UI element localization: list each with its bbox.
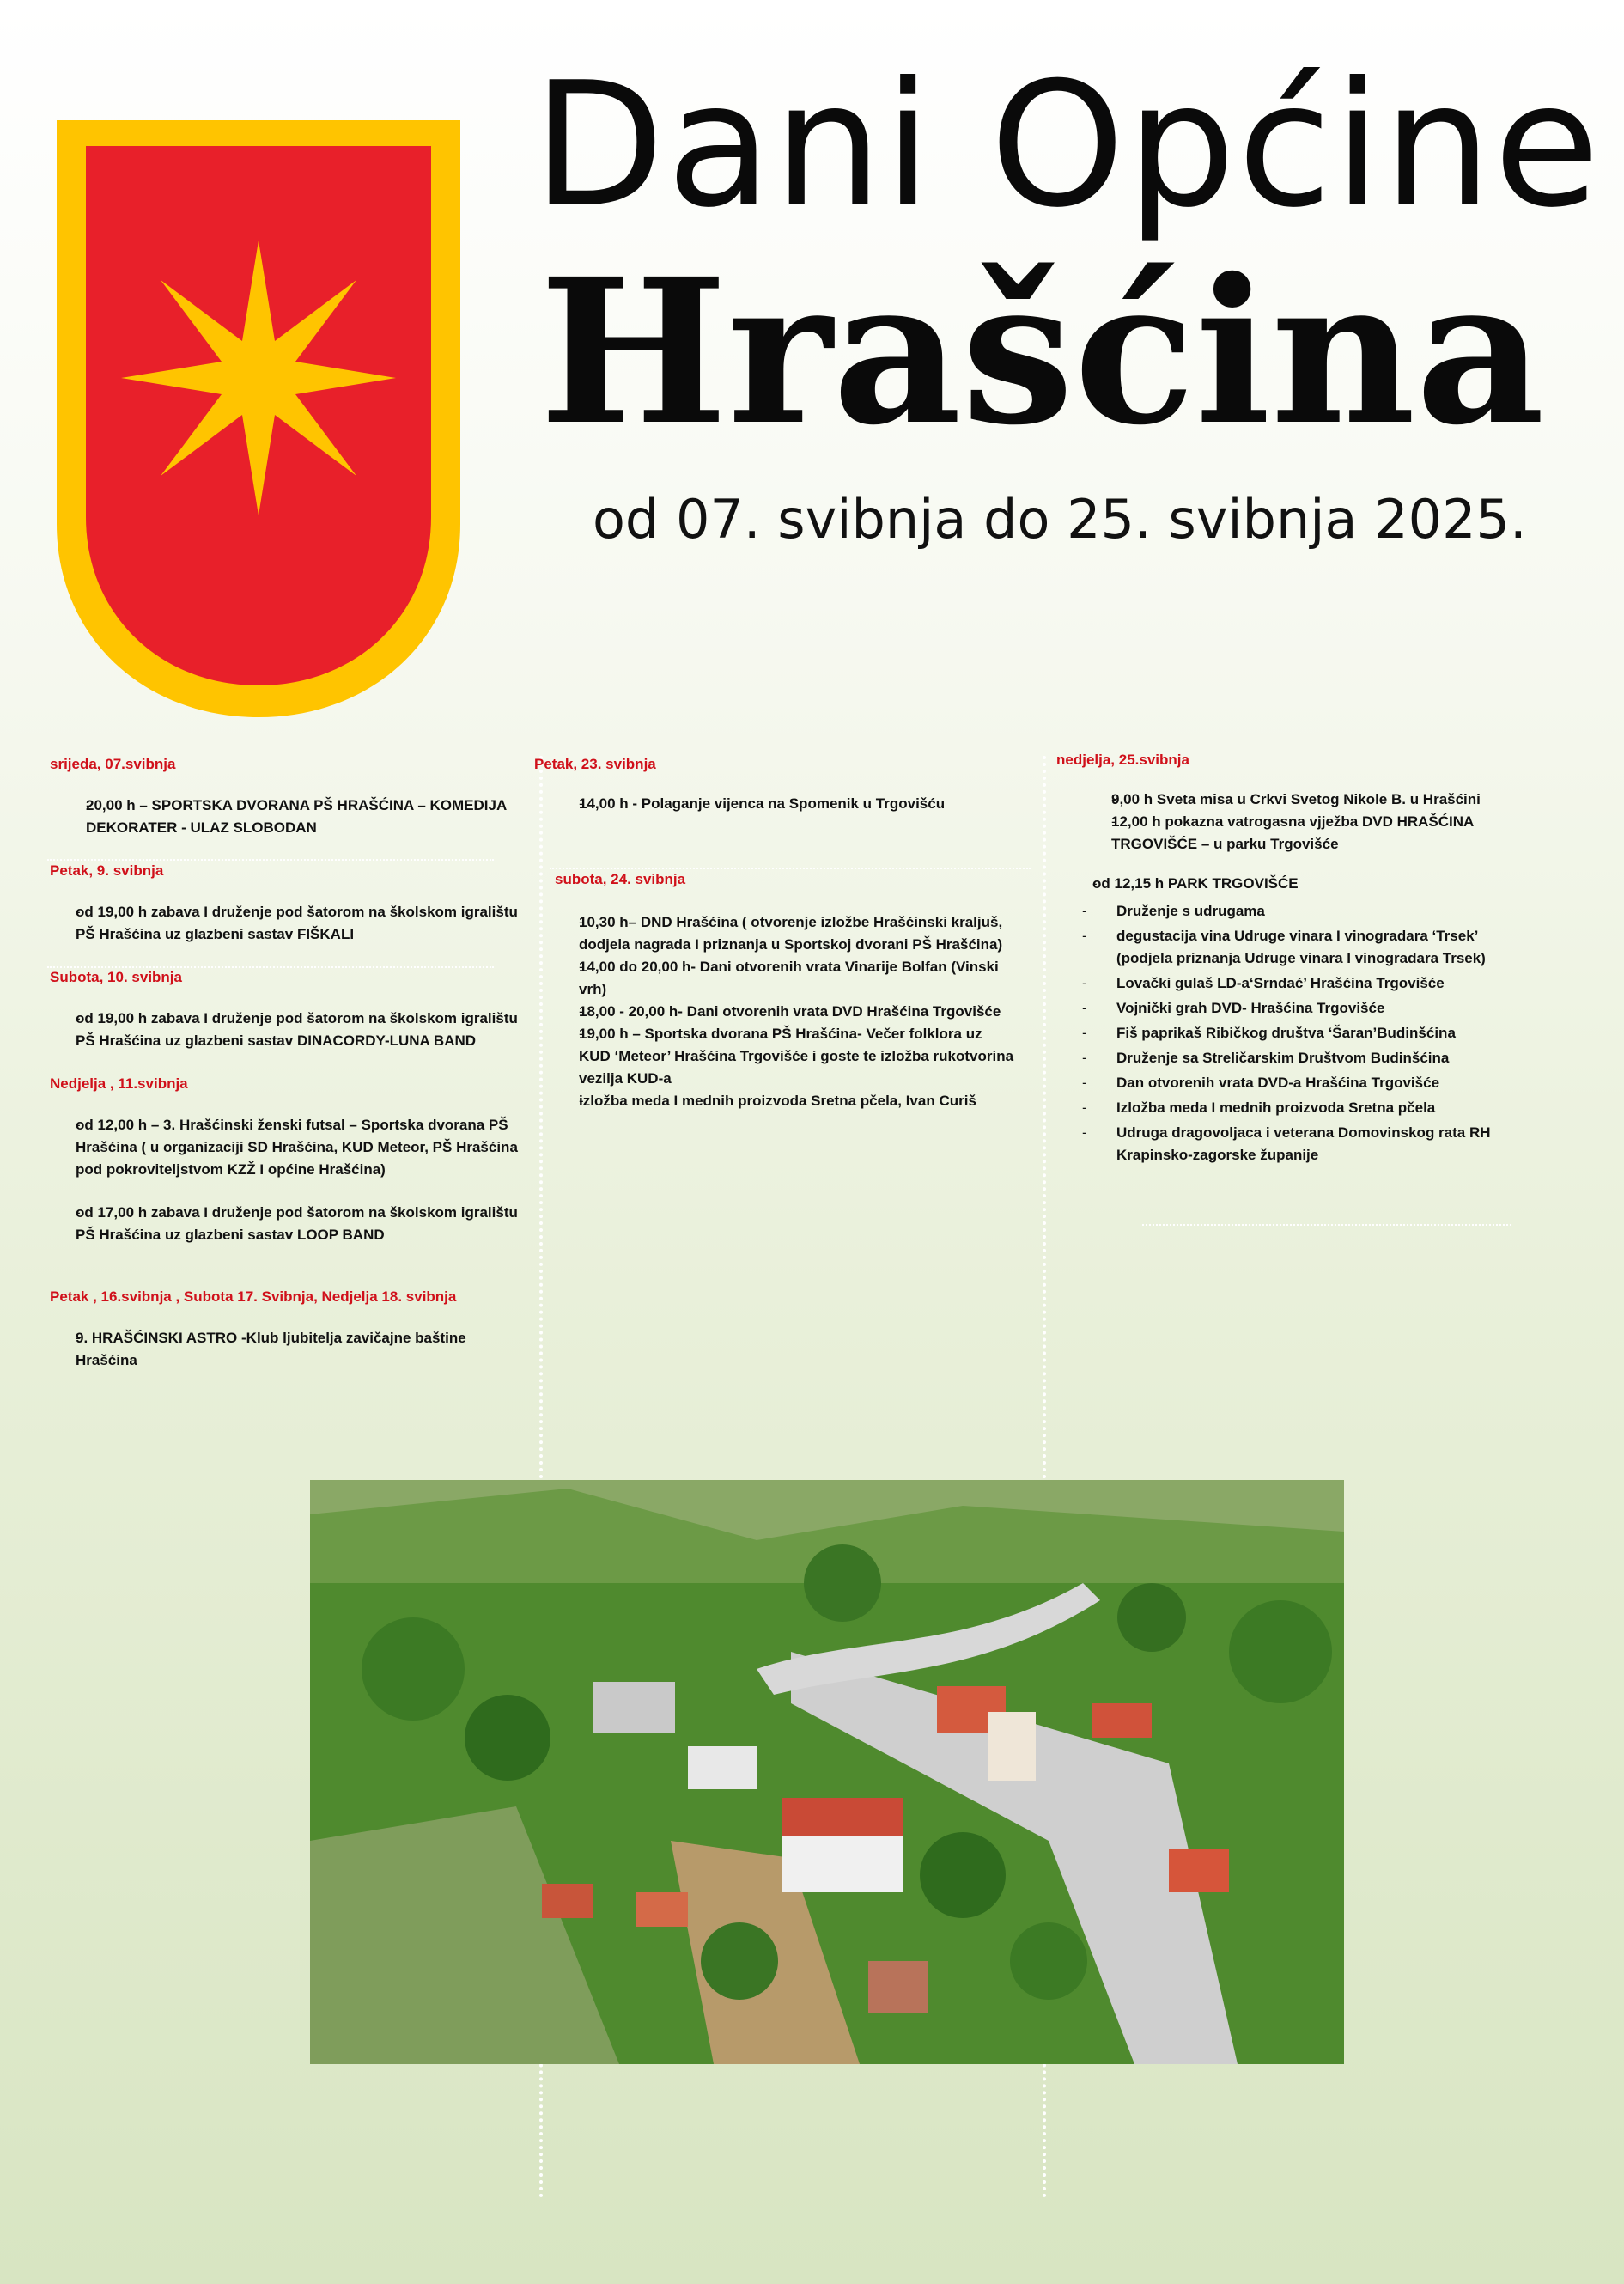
row-separator <box>1142 1224 1511 1226</box>
event-list <box>50 795 518 839</box>
event-item: - 10,30 h– DND Hrašćina ( otvorenje izložbe Hrašćinski kraljuš, dodjela nagrada I priznanja u Sportskoj dvorani PŠ Hrašćina) <box>579 911 1015 956</box>
event-item: - 9,00 h Sveta misa u Crkvi Svetog Nikole B. u Hrašćini <box>1111 789 1537 811</box>
title-line-1: Dani Općine <box>532 46 1602 246</box>
coat-of-arms-icon <box>57 120 460 717</box>
day-heading: nedjelja, 25.svibnja <box>1056 752 1189 768</box>
event-list <box>50 901 518 946</box>
event-item: - 20,00 h – SPORTSKA DVORANA PŠ HRAŠĆINA – KOMEDIJA DEKORATER - ULAZ SLOBODAN <box>86 795 518 839</box>
event-list <box>50 1327 518 1372</box>
event-item: - od 17,00 h zabava I druženje pod šatorom na školskom igralištu PŠ Hrašćina uz glazbeni sastav LOOP BAND <box>76 1202 518 1246</box>
park-activity-item: - Druženje s udrugama <box>1056 900 1537 923</box>
aerial-photo-illustration <box>310 1480 1344 2064</box>
day-heading: Petak, 23. svibnja <box>534 756 656 772</box>
park-activity-item: - Udruga dragovoljaca i veterana Domovinskog rata RH Krapinsko-zagorske županije <box>1056 1122 1537 1166</box>
event-list <box>50 1008 518 1052</box>
event-item: - od 12,00 h – 3. Hrašćinski ženski futsal – Sportska dvorana PŠ Hrašćina ( u organizaciji SD Hrašćina, KUD Meteor, PŠ Hrašćina pod pokroviteljstvom KZŽ I općine Hrašćina) <box>76 1114 518 1181</box>
event-item: - 9. HRAŠĆINSKI ASTRO -Klub ljubitelja zavičajne baštine Hrašćina <box>76 1327 518 1372</box>
day-heading: Petak , 16.svibnja , Subota 17. Svibnja, Nedjelja 18. svibnja <box>50 1288 457 1305</box>
park-activity-item: - degustacija vina Udruge vinara I vinogradara ‘Trsek’ (podjela priznanja Udruge vinara I vinogradara Trsek) <box>1056 925 1537 970</box>
event-list <box>534 793 1015 815</box>
park-activity-item: - Vojnički grah DVD- Hrašćina Trgovišće <box>1056 997 1537 1020</box>
event-list <box>1056 789 1537 856</box>
park-heading: - od 12,15 h PARK TRGOVIŠĆE <box>1092 873 1537 895</box>
park-activity-item: - Izložba meda I mednih proizvoda Sretna pčela <box>1056 1097 1537 1119</box>
event-item: - od 19,00 h zabava I druženje pod šatorom na školskom igralištu PŠ Hrašćina uz glazbeni sastav FIŠKALI <box>76 901 518 946</box>
event-list <box>534 911 1015 1112</box>
date-range: od 07. svibnja do 25. svibnja 2025. <box>593 488 1527 551</box>
park-activity-item: - Lovački gulaš LD-a‘Srndać’ Hrašćina Trgovišće <box>1056 972 1537 995</box>
schedule-column-1 <box>50 753 518 1372</box>
schedule-column-3 <box>1056 749 1537 1169</box>
park-activity-item: - Fiš paprikaš Ribičkog društva ‘Šaran’Budinšćina <box>1056 1022 1537 1045</box>
day-heading: Subota, 10. svibnja <box>50 969 182 985</box>
event-item: - izložba meda I mednih proizvoda Sretna pčela, Ivan Curiš <box>579 1090 1015 1112</box>
title-line-2: Hrašćina <box>539 234 1545 469</box>
event-item: - 12,00 h pokazna vatrogasna vjježba DVD HRAŠĆINA TRGOVIŠĆE – u parku Trgovišće <box>1111 811 1537 856</box>
schedule-column-2 <box>534 753 1015 1112</box>
park-activity-item: - Druženje sa Streličarskim Društvom Budinšćina <box>1056 1047 1537 1069</box>
day-heading: subota, 24. svibnja <box>555 871 686 887</box>
park-activity-list <box>1056 900 1537 1166</box>
event-item: - od 19,00 h zabava I druženje pod šatorom na školskom igralištu PŠ Hrašćina uz glazbeni sastav DINACORDY-LUNA BAND <box>76 1008 518 1052</box>
event-list <box>50 1114 518 1246</box>
event-item: - 14,00 do 20,00 h- Dani otvorenih vrata Vinarije Bolfan (Vinski vrh) <box>579 956 1015 1001</box>
day-heading: srijeda, 07.svibnja <box>50 756 176 772</box>
star-icon <box>121 241 396 515</box>
park-activity-item: - Dan otvorenih vrata DVD-a Hrašćina Trgovišće <box>1056 1072 1537 1094</box>
event-item: - 19,00 h – Sportska dvorana PŠ Hrašćina- Večer folklora uz KUD ‘Meteor’ Hrašćina Trgovišće i goste te izložba rukotvorina vezilja KUD-a <box>579 1023 1015 1090</box>
day-heading: Petak, 9. svibnja <box>50 862 164 879</box>
aerial-village-photo <box>310 1480 1344 2064</box>
park-heading-list <box>1056 873 1537 895</box>
event-item: - 18,00 - 20,00 h- Dani otvorenih vrata DVD Hrašćina Trgovišće <box>579 1001 1015 1023</box>
day-heading: Nedjelja , 11.svibnja <box>50 1075 188 1092</box>
event-item: - 14,00 h - Polaganje vijenca na Spomenik u Trgovišću <box>579 793 1015 815</box>
